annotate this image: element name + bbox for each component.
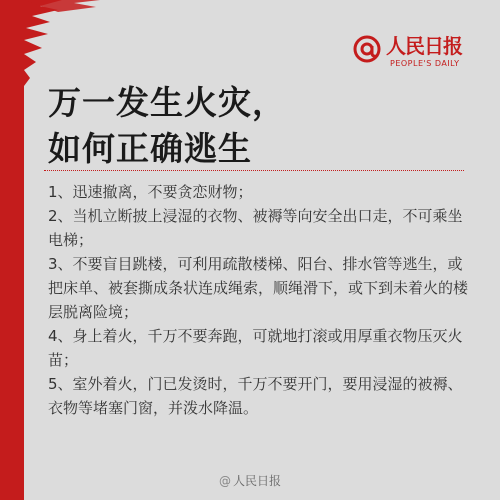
page-title	[48, 80, 468, 172]
at-sign-logo-icon	[352, 34, 382, 64]
tip-item: 2、当机立断披上浸湿的衣物、被褥等向安全出口走，不可乘坐电梯；	[48, 207, 463, 249]
brand-subtitle: PEOPLE'S DAILY	[390, 59, 460, 68]
tip-item: 3、不要盲目跳楼，可利用疏散楼梯、阳台、排水管等逃生，或把床单、被套撕成条状连成绳索，顺绳滑下，或下到未着火的楼层脱离险境；	[48, 255, 469, 321]
title-line-2: 如何正确逃生	[48, 129, 252, 168]
footer-watermark	[0, 472, 500, 490]
footer-brand: 人民日报	[232, 474, 281, 488]
at-sign-icon: @	[218, 474, 231, 488]
tip-item: 1、迅速撤离，不要贪恋财物；	[48, 183, 253, 201]
dotted-divider	[44, 170, 464, 171]
tip-item: 4、身上着火，千万不要奔跑，可就地打滚或用厚重衣物压灭火苗；	[48, 327, 463, 369]
tip-item: 5、室外着火，门已发烫时，千万不要开门，要用浸湿的被褥、衣物等堵塞门窗，并泼水降温。	[48, 375, 463, 417]
title-line-1: 万一发生火灾，	[48, 83, 286, 122]
brand-logo	[352, 34, 462, 74]
tips-list	[48, 180, 468, 420]
brand-name: 人民日报	[386, 34, 462, 58]
